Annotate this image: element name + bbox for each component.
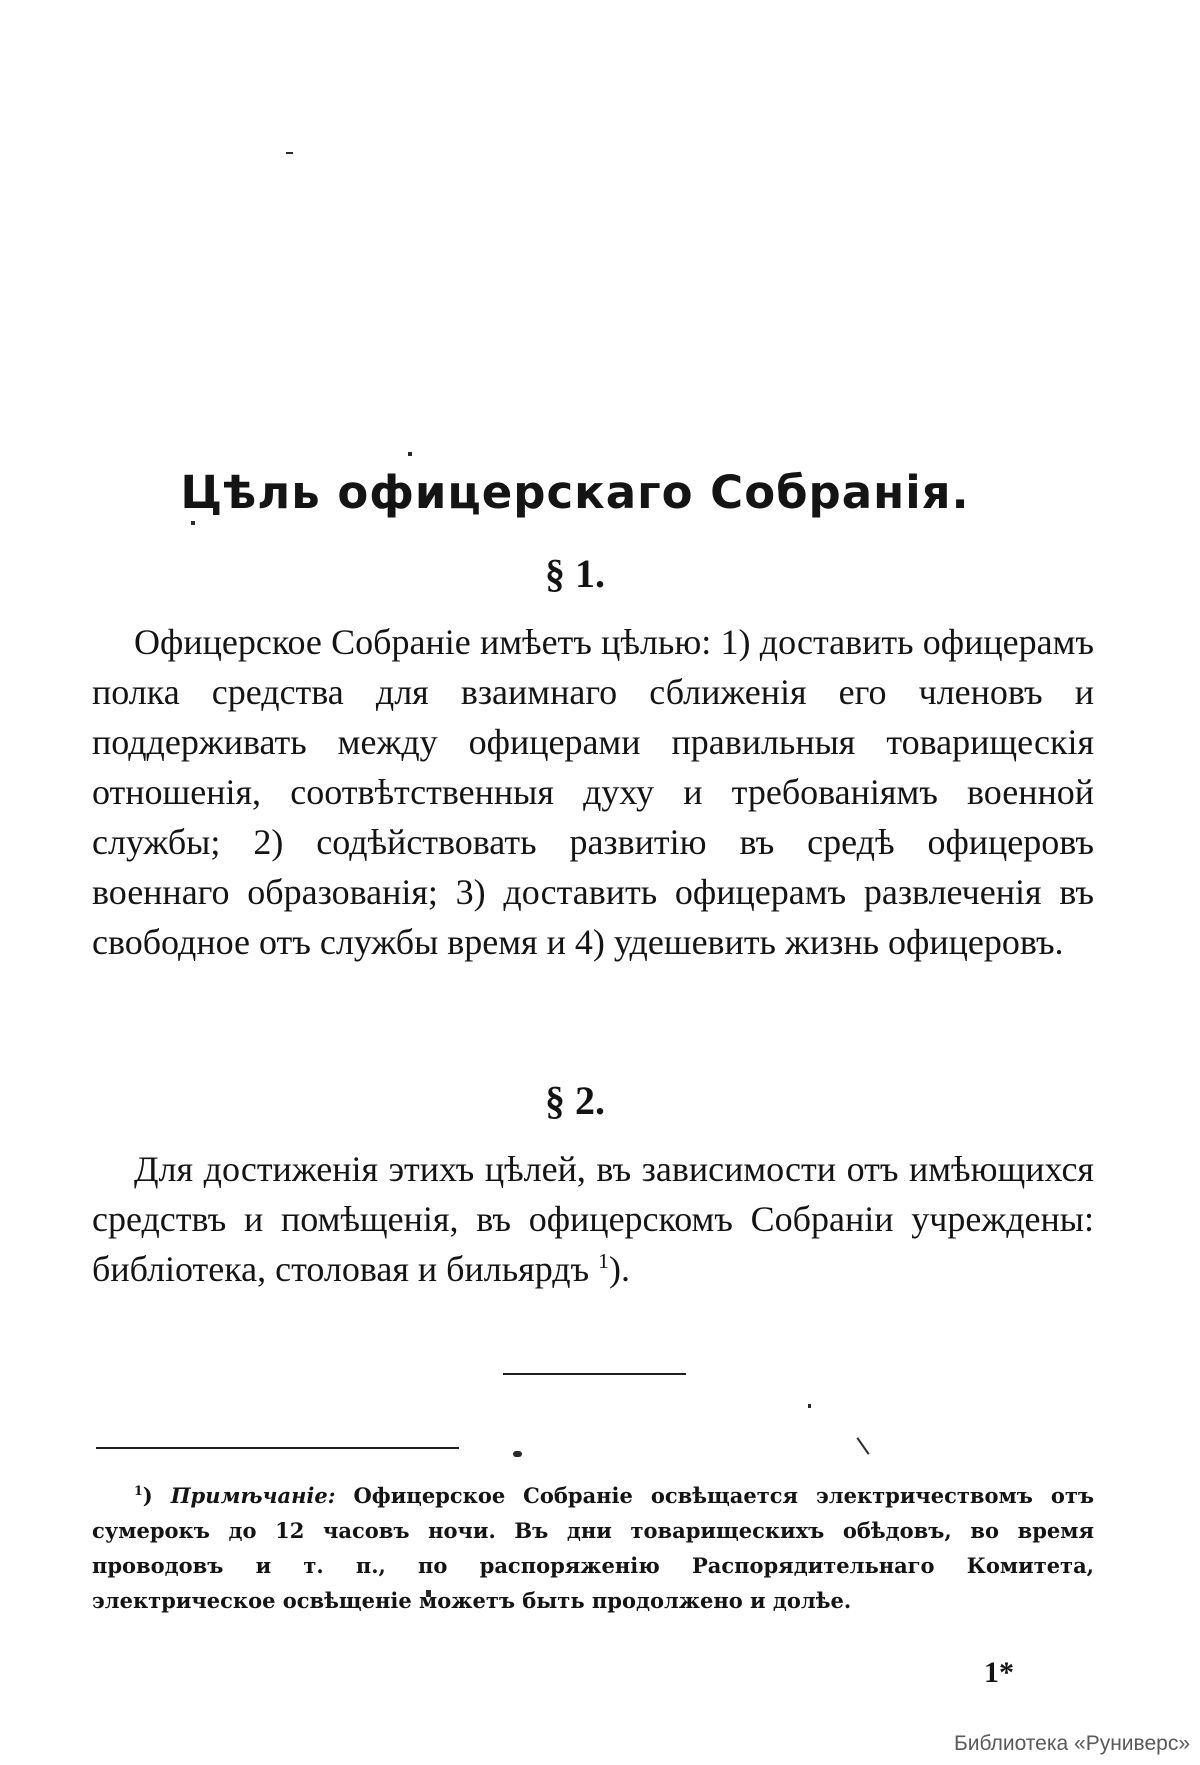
section-2-number: § 2.: [545, 1078, 605, 1123]
section-2-text: [92, 1144, 1094, 1294]
page-title: Цѣль офицерскаго Собранія.: [180, 466, 970, 519]
printer-signature-mark: 1*: [984, 1656, 1014, 1689]
scan-speck: [408, 452, 412, 456]
scan-speck: [286, 152, 293, 154]
section-1-text: Офицерское Собраніе имѣетъ цѣлью: 1) доставить офицерамъ полка средства для взаимнаго сближенія его членовъ и поддерживать между офицерами правильныя товарищескія отношенія, соотвѣтственныя духу и требованіямъ военной службы; 2) содѣйствовать развитію въ средѣ офицеровъ военнаго образованія; 3) доставить офицерамъ развлеченія въ свободное отъ службы время и 4) удешевить жизнь офицеровъ.: [92, 622, 1094, 962]
scan-speck: [856, 1437, 869, 1455]
footnote-label: Примѣчаніе:: [170, 1483, 336, 1508]
footnote-text: Офицерское Собраніе освѣщается электричествомъ отъ сумерокъ до 12 часовъ ночи. Въ дни товарищескихъ обѣдовъ, во время проводовъ и т. п., по распоряженію Распорядительнаго Комитета, электрическое освѣщеніе можетъ быть продолжено и долѣе.: [92, 1483, 1094, 1613]
footnote: [92, 1478, 1094, 1618]
library-watermark: Библиотека «Руниверс»: [954, 1732, 1190, 1755]
footnote-reference: 1: [598, 1249, 609, 1273]
section-2-ending: ).: [608, 1249, 630, 1289]
section-1-number: § 1.: [545, 551, 605, 596]
scan-speck: [513, 1451, 522, 1457]
footnote-marker: 1: [134, 1483, 143, 1498]
footnote-separator: [96, 1447, 459, 1449]
scan-speck: [191, 521, 195, 525]
section-2-body: Для достиженія этихъ цѣлей, въ зависимости отъ имѣющихся средствъ и помѣщенія, въ офицерскомъ Собраніи учреждены: библіотека, столовая и бильярдъ: [92, 1149, 1094, 1289]
scan-speck: [808, 1404, 811, 1408]
footnote-marker-suffix: ): [142, 1483, 153, 1508]
section-end-rule: [503, 1373, 686, 1375]
